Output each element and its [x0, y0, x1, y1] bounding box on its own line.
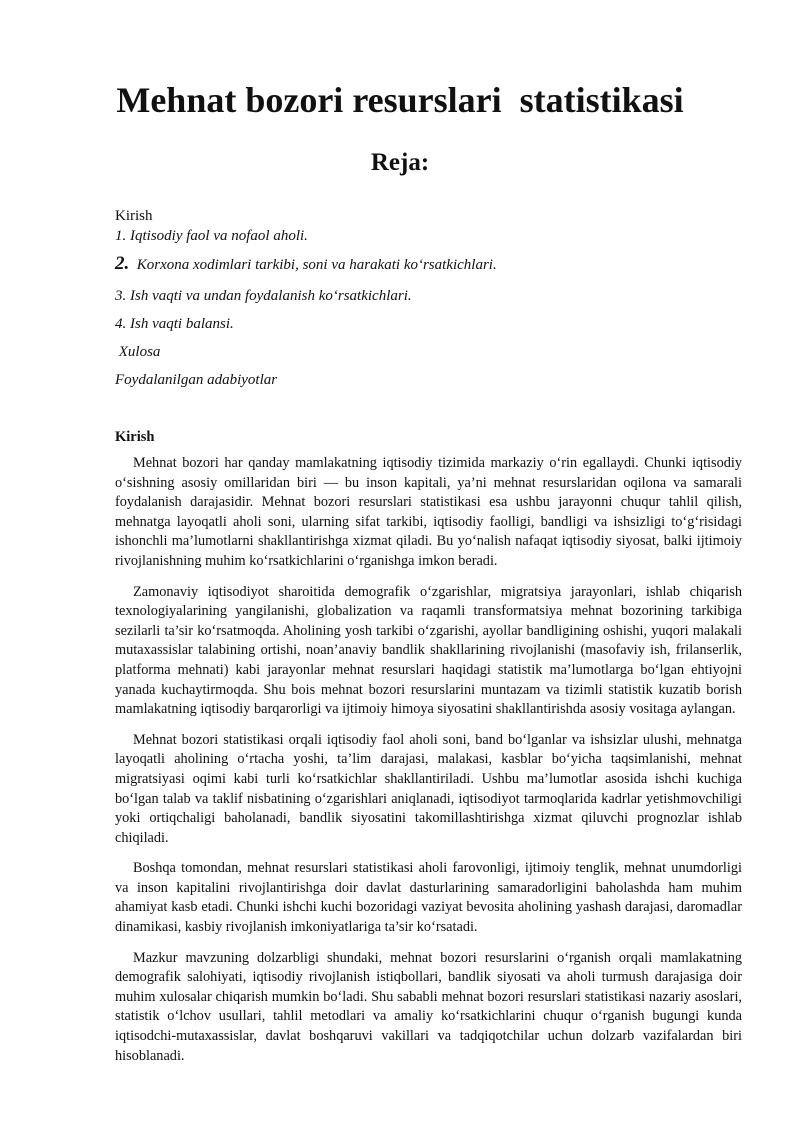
plan-item-intro: Kirish [115, 208, 153, 224]
plan-item-1: 1. Iqtisodiy faol va nofaol aholi. [115, 228, 308, 244]
paragraph: Mazkur mavzuning dolzarbligi shundaki, mehnat bozori resurslarini o‘rganish orqali mamlakatning demografik salohiyati, iqtisodiy rivojlanish istiqbollari, bandlik siyosati va aholi turmush darajasiga doir muhim xulosalar chiqarish mumkin bo‘ladi. Shu sababli mehnat bozori resurslari statistikasi nazariy asoslari, statistik o‘lchov usullari, tahlil metodlari va amaliy ko‘rsatkichlarini chuqur o‘rganish bugungi kunda iqtisodchi-mutaxassislar, davlat boshqaruvi vakillari va tadqiqotchilar uchun dolzarb vazifalardan biri hisoblanadi. [115, 949, 742, 1064]
document-title: Mehnat bozori resurslari statistikasi [116, 80, 684, 120]
plan-item-2 [115, 254, 497, 275]
plan-item-2-number: 2. [115, 253, 130, 274]
body-text [115, 454, 742, 1077]
plan-item-4: 4. Ish vaqti balansi. [115, 316, 234, 332]
plan-item-references: Foydalanilgan adabiyotlar [115, 372, 278, 388]
paragraph: Boshqa tomondan, mehnat resurslari statistikasi aholi farovonligi, ijtimoiy tenglik, mehnat unumdorligi va inson kapitalini rivojlantirishga doir davlat dasturlarining samaradorligini baholashda ham muhim ahamiyat kasb etadi. Chunki ishchi kuchi bozoridagi vaziyat bevosita aholining yashash darajasi, daromadlar dinamikasi, kasbiy rivojlanish imkoniyatlariga ta’sir ko‘rsatadi. [115, 860, 742, 936]
plan-item-3: 3. Ish vaqti va undan foydalanish ko‘rsatkichlari. [115, 288, 412, 304]
plan-item-2-text: Korxona xodimlari tarkibi, soni va harakati ko‘rsatkichlari. [129, 257, 497, 273]
paragraph: Zamonaviy iqtisodiyot sharoitida demografik o‘zgarishlar, migratsiya jarayonlari, ishlab chiqarish texnologiyalarining yangilanishi, globalization va raqamli transformatsiya mehnat bozorining tarkibiga sezilarli ta’sir ko‘rsatmoqda. Aholining yosh tarkibi o‘zgarishi, ayollar bandligining oshishi, yuqori malakali mutaxassislar talabining ortishi, noan’anaviy bandlik shakllarining rivojlanishi (masofaviy ish, frilanserlik, platforma mehnati) kabi jarayonlar mehnat resurslari haqidagi statistik ma’lumotlarga bo‘lgan ehtiyojni yanada kuchaytirmoqda. Shu bois mehnat bozori resurslarini muntazam va tizimli statistik kuzatib borish mamlakatning iqtisodiy barqarorligi va ijtimoiy himoya siyosatini shakllantirishda asosiy vositaga aylangan. [115, 583, 742, 718]
paragraph: Mehnat bozori har qanday mamlakatning iqtisodiy tizimida markaziy o‘rin egallaydi. Chunki iqtisodiy o‘sishning asosiy omillaridan biri — bu inson kapitali, ya’ni mehnat resurslaridan oqilona va samarali foydalanish darajasidir. Mehnat bozori resurslari statistikasi esa ushbu jarayonni chuqur tahlil qilish, mehnatga layoqatli aholi soni, ularning sifat tarkibi, iqtisodiy faolligi, bandligi va ishsizligi to‘g‘risidagi ishonchli ma’lumotlarni shakllantirishga xizmat qiladi. Bu yo‘nalish nafaqat iqtisodiy siyosat, balki ijtimoiy rivojlanishning muhim ko‘rsatkichlarini o‘rganishga imkon beradi. [115, 455, 742, 569]
section-heading: Kirish [115, 429, 155, 445]
paragraph: Mehnat bozori statistikasi orqali iqtisodiy faol aholi soni, band bo‘lganlar va ishsizlar ulushi, mehnatga layoqatli aholining o‘rtacha yoshi, ta’lim darajasi, malakasi, kasblar bo‘yicha taqsimlanishi, mehnat migratsiyasi oqimi kabi turli ko‘rsatkichlar shakllantiriladi. Ushbu ma’lumotlar asosida ishchi kuchiga bo‘lgan talab va taklif nisbatining o‘zgarishlari aniqlanadi, iqtisodiyot tarmoqlarida kadrlar yetishmovchiligi yoki ortiqchaligi baholanadi, bandlik siyosatini takomillashtirishga xizmat qiluvchi prognozlar ishlab chiqiladi. [115, 731, 742, 846]
plan-item-conclusion: Xulosa [115, 344, 161, 360]
plan-heading: Reja: [370, 149, 430, 176]
